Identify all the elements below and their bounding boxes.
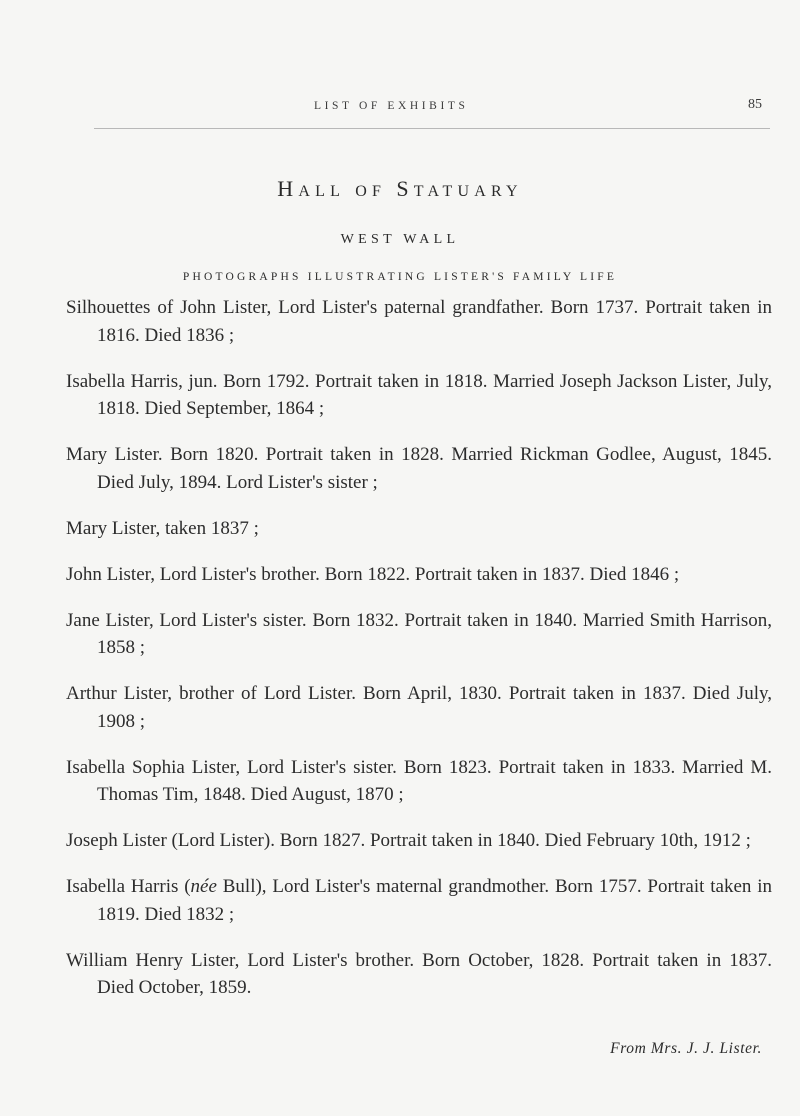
entry-text-before: Isabella Harris ( bbox=[66, 876, 191, 897]
exhibit-list bbox=[66, 294, 772, 1020]
caption-heading: PHOTOGRAPHS ILLUSTRATING LISTER'S FAMILY LIFE bbox=[182, 271, 618, 283]
exhibit-entry: Mary Lister, taken 1837 ; bbox=[66, 517, 259, 539]
entry-text-after: Bull), Lord Lister's maternal grandmother. Born 1757. Portrait taken in 1819. Died 1832 ; bbox=[97, 876, 772, 925]
exhibit-entry: William Henry Lister, Lord Lister's brother. Born October, 1828. Portrait taken in 1837. Died October, 1859. bbox=[66, 949, 772, 998]
running-head: LIST OF EXHIBITS bbox=[314, 100, 469, 112]
entry-text-italic: née bbox=[190, 876, 217, 897]
page-number: 85 bbox=[748, 97, 762, 112]
exhibit-entry: Arthur Lister, brother of Lord Lister. Born April, 1830. Portrait taken in 1837. Died July, 1908 ; bbox=[66, 683, 772, 732]
exhibit-entry bbox=[66, 873, 772, 928]
exhibit-entry: Jane Lister, Lord Lister's sister. Born 1832. Portrait taken in 1840. Married Smith Harrison, 1858 ; bbox=[66, 609, 772, 658]
exhibit-entry: Mary Lister. Born 1820. Portrait taken in 1828. Married Rickman Godlee, August, 1845. Died July, 1894. Lord Lister's sister ; bbox=[66, 444, 772, 493]
exhibit-entry: Isabella Harris, jun. Born 1792. Portrait taken in 1818. Married Joseph Jackson Lister, July, 1818. Died September, 1864 ; bbox=[66, 370, 772, 419]
exhibit-entry: Isabella Sophia Lister, Lord Lister's sister. Born 1823. Portrait taken in 1833. Married M. Thomas Tim, 1848. Died August, 1870 ; bbox=[66, 756, 772, 805]
exhibit-entry: Silhouettes of John Lister, Lord Lister's paternal grandfather. Born 1737. Portrait taken in 1816. Died 1836 ; bbox=[66, 297, 772, 346]
header-rule bbox=[94, 128, 770, 129]
exhibit-entry: John Lister, Lord Lister's brother. Born 1822. Portrait taken in 1837. Died 1846 ; bbox=[66, 563, 680, 585]
source-credit: From Mrs. J. J. Lister. bbox=[610, 1040, 762, 1057]
section-title: HALL OF STATUARY bbox=[277, 176, 523, 201]
section-subtitle: WEST WALL bbox=[340, 232, 460, 247]
exhibit-entry: Joseph Lister (Lord Lister). Born 1827. Portrait taken in 1840. Died February 10th, 1912 ; bbox=[66, 830, 751, 851]
